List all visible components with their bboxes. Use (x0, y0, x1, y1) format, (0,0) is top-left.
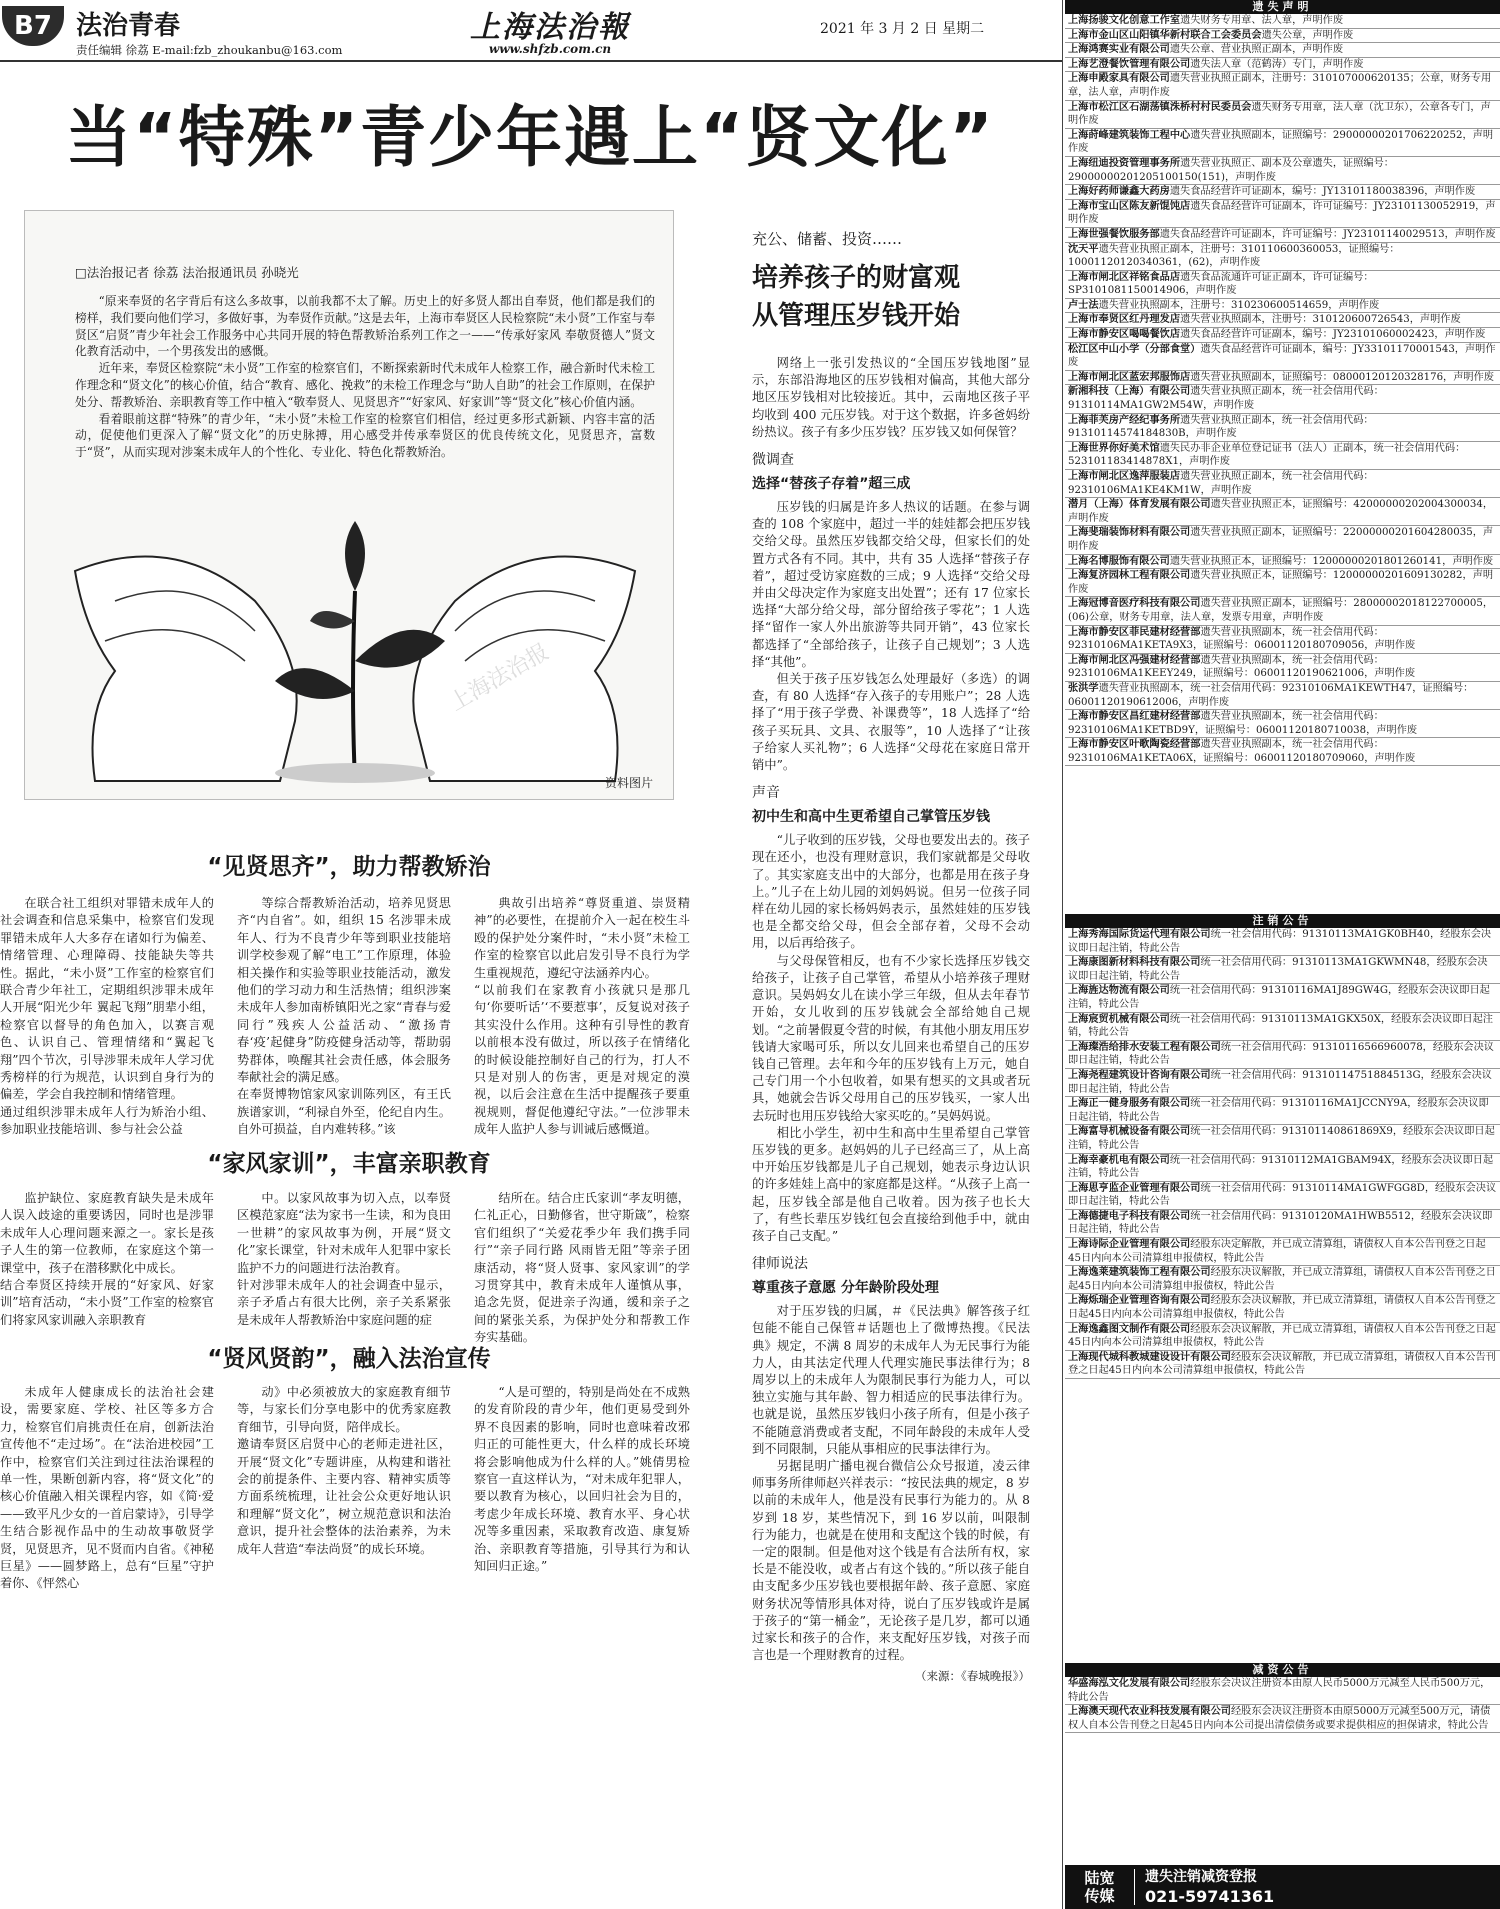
notice-company: 上海莳峰建筑装饰工程中心 (1068, 129, 1191, 141)
notice-item (1065, 1210, 1500, 1238)
notice-item (1065, 328, 1500, 343)
article-column (474, 895, 690, 1140)
notice-company: 潜月（上海）体育发展有限公司 (1068, 499, 1211, 511)
notice-item (1065, 385, 1500, 413)
notice-text: 遗失财务专用章、法人章，声明作废 (1180, 15, 1344, 26)
notice-company: 新湘科技（上海）有限公司 (1068, 386, 1191, 398)
notice-text: 遗失营业执照正本，证照编号：12000000201801260141，声明作废 (1169, 555, 1494, 567)
page-number-badge: B7 (2, 6, 64, 46)
notice-item (1065, 271, 1500, 299)
section-heading: “见贤思齐”，助力帮教矫治 (207, 854, 491, 880)
notice-text: 统一社会信用代码：91310116566960078，经股东会决议即日起注销，特此公告 (1068, 1041, 1494, 1067)
notice-company: 上海逸莱建筑装饰工程有限公司 (1068, 1267, 1211, 1279)
ad-service: 遗失注销减资登报 (1145, 1869, 1257, 1885)
notice-item (1065, 200, 1500, 228)
notice-item (1065, 1097, 1500, 1125)
notice-company: 上海诗际企业管理有限公司 (1068, 1239, 1191, 1251)
notice-company: 卢士法 (1068, 299, 1099, 311)
notice-item (1065, 1013, 1500, 1041)
notice-text: 遗失营业执照正、副本及公章遗失，证照编号：29000000201205100150(151)，声明作废 (1068, 157, 1394, 183)
notice-item (1065, 555, 1500, 570)
notice-item (1065, 1705, 1500, 1733)
notice-company: 上海菲芙房产经纪事务所 (1068, 414, 1181, 426)
notice-item (1065, 1069, 1500, 1097)
article-column (0, 1190, 214, 1327)
notice-item (1065, 157, 1500, 185)
side-paragraph: 压岁钱的归属是许多人热议的话题。在参与调查的 108 个家庭中，超过一半的娃娃都会把压岁钱交给父母。虽然压岁钱都交给父母，但家长们的处置方式各有不同。其中，共有 35 人选择“替孩子存着”，超过受访家庭数的三成；9 人选择“交给父母并由父母决定作为家庭支出处置”；还有 17 位家长选择“大部分给父母，部分留给孩子零花”；1 人选择“留作一家人外出旅游等共同开销”，43 位家长都选择了“全部给孩子，让孩子自己规划”；3 人选择“其他”。 (752, 500, 1030, 669)
notice-company: 上海冠博音医疗科技有限公司 (1068, 598, 1201, 610)
notice-item (1065, 738, 1500, 766)
notice-company: 上海市松江区石湖荡镇洙桥村村民委员会 (1068, 101, 1252, 113)
notice-company: 上海艺澄餐饮管理有限公司 (1068, 58, 1191, 70)
notice-text: 遗失食品经营许可证副本，许可证编号：JY23101140029513，声明作废 (1159, 228, 1496, 240)
column-divider (1062, 0, 1063, 1909)
ad-contact[interactable] (1135, 1868, 1274, 1906)
notice-company: 上海市静安区叶歌陶瓷经营部 (1068, 739, 1201, 751)
notice-item (1065, 371, 1500, 386)
notice-item (1065, 654, 1500, 682)
notice-company: 上海市金山区山阳镇华新村联合工会委员会 (1068, 29, 1262, 41)
notice-text: 遗失财务专用章，法人章（沈卫东），公章各专门，声明作废 (1068, 101, 1491, 127)
notice-text: 遗失食品经营许可证副本，许可证编号：JY23101130052919，声明作废 (1068, 200, 1496, 226)
notice-text: 经股东会决议解散，并已成立清算组，请债权人自本公告刊登之日起45日内向本公司清算组申报债权，特此公告 (1068, 1295, 1496, 1321)
notice-text: 遗失营业执照正副本，注册号：310107000620135；公章，财务专用章，法人章，声明作废 (1068, 73, 1492, 98)
ad-brand (1065, 1869, 1135, 1905)
notice-item (1065, 984, 1500, 1012)
notice-company: 上海复济园林工程有限公司 (1068, 570, 1191, 582)
notice-company: 上海世界你好美术馆 (1068, 442, 1160, 454)
notice-item (1065, 1294, 1500, 1322)
notice-text: 遗失民办非企业单位登记证书（法人）正副本，统一社会信用代码：523101183414878X1，声明作废 (1068, 442, 1466, 468)
notice-company: 上海市静安区菲民建材经营部 (1068, 626, 1201, 638)
section-heading: “贤风贤韵”，融入法治宣传 (207, 1346, 491, 1372)
notice-text: 遗失营业执照正副本，统一社会信用代码：91310114574184830B，声明作废 (1068, 414, 1374, 440)
notice-text: 经股东会决议注册资本由原5000万元减至500万元，请债权人自本公告刊登之日起45日内向本公司提出清偿债务或要求提供相应的担保请求，特此公告 (1068, 1706, 1491, 1731)
ad-phone: 021-59741361 (1145, 1887, 1275, 1906)
notice-text: 遗失营业执照副本，统一社会信用代码：92310106MA1KETA06X，证照编号：06001120180709060，声明作废 (1068, 739, 1416, 764)
notice-list (1065, 928, 1500, 1663)
notice-text: 遗失营业执照副本，注册号：310230600514659，声明作废 (1098, 299, 1380, 311)
notice-company: 沈天平 (1068, 243, 1099, 255)
notice-item (1065, 442, 1500, 470)
notice-company: 上海秀海国际货运代理有限公司 (1068, 929, 1211, 940)
lead-paragraph: 近年来，奉贤区检察院“未小贤”工作室的检察官们，不断探索新时代未成年人检察工作，融合新时代未检工作理念和“贤文化”的核心价值，结合“教育、感化、挽救”的未检工作理念与“助人自助”的社会工作原则，在保护处分、帮教矫治、亲职教育等工作中植入“敬奉贤人、见贤思齐”“好家风、好家训”等“贤文化”核心价值内涵。 (75, 361, 655, 409)
notice-item (1065, 101, 1500, 129)
notice-text: 遗失食品经营许可证副本，编号：JY13101180038396，声明作废 (1169, 186, 1476, 198)
notice-text: 经股东决定解散，并已成立清算组，请债权人自本公告刊登之日起45日内向本公司清算组申报债权，特此公告 (1068, 1239, 1486, 1264)
header-rule (0, 60, 1062, 62)
notice-text: 遗失营业执照正本，证照编号：42000000202004300034，声明作废 (1068, 499, 1494, 524)
article-column (237, 1384, 451, 1904)
side-kicker: 充公、储蓄、投资…… (752, 230, 903, 248)
notice-item (1065, 243, 1500, 271)
notice-text: 遗失食品流通许可证正副本，许可证编号：SP3101081150014906，声明作废 (1068, 271, 1374, 297)
notice-text: 统一社会信用代码：91310113MA1GK0BH40，经股东会决议即日起注销，特此公告 (1068, 929, 1492, 954)
notice-company: 上海市静安区昌红建材经营部 (1068, 711, 1201, 723)
notice-item (1065, 498, 1500, 526)
notice-item (1065, 1154, 1500, 1182)
column-text: “人是可塑的，特别是尚处在不成熟的发育阶段的青少年，他们更易受到外界不良因素的影响，同时也意味着改邪归正的可能性更大，什么样的成长环境将会影响他成为什么样的人。”姚倩男检察官一直这样认为，“对未成年犯罪人，要以教育为核心，以回归社会为目的，考虑少年成长环境、教育水平、身心状况等多重因素，采取教育改造、康复矫治、亲职教育等措施，引导其行为和认知回归正途。” (474, 1385, 690, 1574)
notice-item (1065, 1266, 1500, 1294)
notice-company: 上海正一健身服务有限公司 (1068, 1098, 1191, 1110)
notice-company: 上海旌达物流有限公司 (1068, 985, 1170, 997)
side-paragraph: 另据昆明广播电视台微信公众号报道，凌云律师事务所律师赵兴祥表示：“按民法典的规定，8 岁以前的未成年人，他是没有民事行为能力的。从 8 岁到 18 岁，某些情况下，到 16 岁以前，叫限制行为能力，也就是在使用和支配这个钱的时候，有一定的限制。但是他对这个钱是有合法所有权，家长是不能没收，或者占有这个钱的。”所以孩子能自由支配多少压岁钱也要根据年龄、孩子意愿、家庭财务状况等情形具体对待，说白了压岁钱或许是属于孩子的“第一桶金”，无论孩子是几岁，都可以通过家长和孩子的合作，来支配好压岁钱，对孩子而言也是一个理财教育的过程。 (752, 1458, 1030, 1663)
notice-company: 上海扬骏文化创意工作室 (1068, 15, 1181, 26)
notice-company: 上海市奉贤区红丹理发店 (1068, 314, 1181, 326)
notice-item (1065, 1238, 1500, 1266)
notice-text: 统一社会信用代码：91310113MA1GKX50X，经股东会决议即日起注销，特此公告 (1068, 1013, 1493, 1039)
notice-company: 上海康图新材料科技有限公司 (1068, 957, 1201, 969)
notice-company: 上海璨浩给排水安装工程有限公司 (1068, 1041, 1221, 1053)
notice-item (1065, 710, 1500, 738)
notice-text: 统一社会信用代码：913101140861869X9，经股东会决议即日起注销，特此公告 (1068, 1126, 1495, 1151)
notice-company: 华盛海泓文化发展有限公司 (1068, 1678, 1191, 1689)
notice-company: 上海澳天现代农业科技发展有限公司 (1068, 1706, 1231, 1718)
notice-text: 遗失公章，声明作废 (1261, 29, 1354, 41)
notice-item (1065, 956, 1500, 984)
side-headline: 培养孩子的财富观 (752, 263, 961, 293)
notice-item (1065, 58, 1500, 73)
notice-text: 遗失营业执照正副本，注册号：310110600360053，证照编号：10001120120340361，(62)，声明作废 (1068, 243, 1400, 269)
notice-item (1065, 228, 1500, 243)
notice-company: 上海市宝山区陈友新馄饨店 (1068, 200, 1191, 212)
notice-text: 遗失营业执照副本，统一社会信用代码：92310106MA1KEWTH47，证照编号：06001120190612006，声明作废 (1068, 682, 1474, 708)
subsection-heading: 选择“替孩子存着”超三成 (752, 476, 911, 493)
notice-item (1065, 313, 1500, 328)
side-paragraph: “儿子收到的压岁钱，父母也要发出去的。孩子现在还小，也没有理财意识，我们家就都是父母收了。其实家庭支出中的大部分，也都是用在孩子身上。”儿子在上幼儿园的刘妈妈说。但另一位孩子同样在幼儿园的家长杨妈妈表示，虽然娃娃的压岁钱也是全都交给父母，但会全部存着，父母不会动用，以后再给孩子。 (752, 833, 1030, 951)
notice-item (1065, 14, 1500, 29)
subsection-label: 律师说法 (752, 1256, 808, 1273)
subsection-label: 微调查 (752, 452, 794, 469)
article-column (237, 895, 451, 1140)
side-article (752, 228, 1030, 1908)
plant-hands-illustration (55, 511, 655, 781)
notice-text: 遗失营业执照副本，统一社会信用代码：92310106MA1KEEY249，证照编号：06001120190621006，声明作废 (1068, 654, 1416, 680)
notice-item (1065, 72, 1500, 100)
article-column (237, 1190, 451, 1327)
notice-company: 上海市闸北区祥铭食品店 (1068, 271, 1181, 283)
notice-text: 经股东决议解散，并已成立清算组，请债权人自本公告刊登之日起45日内向本公司清算组申报债权，特此公告 (1068, 1267, 1496, 1292)
notice-company: 上海烁瑞企业管理咨询有限公司 (1068, 1295, 1211, 1307)
column-text: 中。以家风故事为切入点，以奉贤区模范家庭“法为家书一生读，和为良田一世耕”的家风故事为例，开展“贤文化”家长课堂，针对未成年人犯罪中家长监护不力的问题进行法治教育。 针对涉罪未成年人的社会调查中显示，亲子矛盾占有很大比例，亲子关系紧张是未成年人帮教矫治中家庭问题的症 (237, 1191, 451, 1327)
notice-item (1065, 185, 1500, 200)
issue-date: 2021 年 3 月 2 日 星期二 (820, 21, 985, 37)
notice-text: 遗失营业执照正本，证照编号：12000000201609130282，声明作废 (1068, 570, 1494, 595)
notice-company: 上海宸贸机械有限公司 (1068, 1013, 1170, 1025)
article-column (474, 1190, 690, 1345)
subsection-heading: 初中生和高中生更希望自己掌管压岁钱 (752, 809, 990, 826)
notice-text: 统一社会信用代码：91310116MA1JCCNY9A，经股东会决议即日起注销，特此公告 (1068, 1098, 1489, 1123)
side-paragraph: 相比小学生，初中生和高中生里希望自己掌管压岁钱的更多。赵妈妈的儿子已经高三了，从上高中开始压岁钱都是儿子自己规划，她表示身边认识的许多娃娃上高中的家庭都是这样。“从孩子上高一起，压岁钱全部是他自己收着。因为孩子也长大了，有些长辈压岁钱红包会直接给到他手中，就由孩子自己支配。” (752, 1125, 1030, 1243)
notice-text: 遗失营业执照副本，证照编号：29000000201706220252，声明作废 (1068, 129, 1494, 155)
notice-item (1065, 1041, 1500, 1069)
notice-company: 上海市静安区喝喝餐饮店 (1068, 329, 1181, 341)
notice-item (1065, 414, 1500, 442)
section-heading: “家风家训”，丰富亲职教育 (207, 1151, 491, 1177)
notice-item (1065, 928, 1500, 956)
article-column (0, 1384, 214, 1904)
notice-item (1065, 299, 1500, 314)
notice-text: 统一社会信用代码：91310120MA1HWB5512，经股东会决议即日起注销，特此公告 (1068, 1210, 1493, 1236)
notice-text: 统一社会信用代码：91310114MA1GWFGG8D，经股东会决议即日起注销，特此公告 (1068, 1182, 1497, 1208)
byline: □法治报记者 徐荔 法治报通讯员 孙晓光 (75, 265, 299, 280)
notice-item (1065, 1125, 1500, 1153)
notice-item (1065, 682, 1500, 710)
notice-item (1065, 129, 1500, 157)
ad-brand-line: 传媒 (1084, 1887, 1115, 1905)
notice-list (1065, 14, 1500, 914)
notice-company: 上海德捷电子科技有限公司 (1068, 1210, 1191, 1222)
notice-company: 上海思亨监企业管理有限公司 (1068, 1182, 1201, 1194)
notice-text: 统一社会信用代码：91310114751884513G，经股东会决议即日起注销，特此公告 (1068, 1069, 1492, 1095)
notice-text: 遗失食品经营许可证副本，编号：JY23101060002423，声明作废 (1180, 329, 1486, 341)
notice-text: 遗失营业执照正副本，证照编号：28000002018122700005，(06)公章，财务专用章，法人章，发票专用章，声明作废 (1068, 598, 1494, 623)
notice-item (1065, 470, 1500, 498)
newspaper-masthead: 上海法治報 (470, 10, 630, 45)
side-intro: 网络上一张引发热议的“全国压岁钱地图”显示，东部沿海地区的压岁钱相对偏高，其他大部分地区压岁钱相对比较接近。其中，云南地区孩子平均收到 400 元压岁钱。对于这个数据，许多爸妈纷纷热议。孩子有多少压岁钱？压岁钱又如何保管？ (752, 356, 1030, 439)
notice-item (1065, 1323, 1500, 1351)
watermark-text: 上海法治报 (445, 639, 554, 717)
side-paragraph: 对于压岁钱的归属，＃《民法典》解答孩子红包能不能自己保管＃话题也上了微博热搜。《民法典》规定，不满 8 周岁的未成年人为无民事行为能力人，由其法定代理人代理实施民事法律行为；8 周岁以上的未成年人为限制民事行为能力人，可以独立实施与其年龄、智力相适应的民事法律行为。也就是说，虽然压岁钱归小孩子所有，但是小孩子不能随意消费或者支配，不同年龄段的未成年人受到不同限制，只能从事相应的民事法律行为。 (752, 1304, 1030, 1456)
notice-text: 遗失营业执照副本，统一社会信用代码：92310106MA1KETA9X3，证照编号：06001120180709056，声明作废 (1068, 626, 1416, 652)
side-headline: 从管理压岁钱开始 (752, 301, 961, 331)
notice-category-bar: 减资公告 (1065, 1663, 1500, 1677)
editor-line: 责任编辑 徐荔 E-mail:fzb_zhoukanbu@163.com (76, 43, 343, 57)
section-name: 法治青春 (76, 11, 181, 41)
notice-text: 遗失食品经营许可证副本，编号：JY33101170001543，声明作废 (1068, 343, 1496, 369)
lead-paragraph: “原来奉贤的名字背后有这么多故事，以前我都不太了解。历史上的好多贤人都出自奉贤，他们都是我们的榜样，我们要向他们学习，多做好事，为奉贤作贡献。”这是去年，上海市奉贤区人民检察院“未小贤”工作室与奉贤区“启贤”青少年社会工作服务中心共同开展的特色帮教矫治系列工作之一——“传承好家风 奉敬贤德人”贤文化教育活动中，一个男孩发出的感慨。 (75, 294, 655, 359)
notice-company: 上海市闸北区蓝宏邦服饰店 (1068, 371, 1191, 383)
notice-text: 遗失营业执照正副本，证照编号：22000000201604280035，声明作废 (1068, 527, 1494, 552)
source-note: （来源：《春城晚报》） (915, 1669, 1030, 1684)
lead-paragraph: 看着眼前这群“特殊”的青少年，“未小贤”未检工作室的检察官们相信，经过更多形式新颖、内容丰富的活动，促使他们更深入了解“贤文化”的历史脉搏，用心感受并传承奉贤区的优良传统文化，见贤思齐，富数于“贤”，从而实现对涉案未成年人的个性化、专业化、特色化帮教矫治。 (75, 411, 655, 460)
notice-item (1065, 43, 1500, 58)
notice-company: 上海现代城科教城建设设计有限公司 (1068, 1351, 1231, 1363)
notice-company: 张洪学 (1068, 682, 1099, 694)
notice-item (1065, 1182, 1500, 1210)
notice-company: 上海好药师谦鑫大药房 (1068, 186, 1170, 198)
page-header (0, 0, 1062, 62)
notice-category-bar: 注销公告 (1065, 914, 1500, 928)
notice-company: 上海纽迪投资管理事务所 (1068, 157, 1181, 169)
lead-text (75, 293, 655, 461)
notice-item (1065, 343, 1500, 371)
photo-credit: 资料图片 (604, 776, 653, 790)
side-paragraph: 但关于孩子压岁钱怎么处理最好（多选）的调查，有 80 人选择“存入孩子的专用账户”；28 人选择了“用于孩子学费、补课费等”，18 人选择了“给孩子买玩具、文具、衣服等”，10 人选择了“让孩子给家人买礼物”；6 人选择“父母花在家庭日常开销中”。 (752, 672, 1030, 773)
column-text: 等综合帮教矫治活动，培养见贤思齐“内自省”。如，组织 15 名涉罪未成年人、行为不良青少年等到职业技能培训学校参观了解“电工”工作原理，体验相关操作和实验等职业技能活动，激发他们的学习动力和生活热情；组织涉案未成年人参加南桥镇阳光之家“青春与爱同行”残疾人公益活动、“激扬青春‘疫’起健身”防疫健身活动等，帮助弱势群体，唤醒其社会责任感，体会服务奉献社会的满足感。 在奉贤博物馆家风家训陈列区，有王氏族谱家训，“利禄自外至，伦纪自内生。自外可损益，自内难转移。”该 (237, 896, 451, 1137)
notice-company: 上海世强餐饮服务部 (1068, 228, 1160, 240)
notice-company: 上海斐瑞装饰材料有限公司 (1068, 527, 1191, 539)
subsection-heading: 尊重孩子意愿 分年龄阶段处理 (752, 1280, 939, 1297)
notice-item (1065, 1351, 1500, 1379)
classified-notices (1065, 0, 1500, 1909)
ad-footer (1065, 1865, 1500, 1909)
notice-company: 上海市闸北区冯强建材经营部 (1068, 654, 1201, 666)
notice-company: 上海市闸北区逸萍服装店 (1068, 471, 1181, 482)
ad-brand-line: 陆宽 (1084, 1869, 1115, 1887)
notice-item (1065, 569, 1500, 597)
notice-company: 上海富导机械设备有限公司 (1068, 1126, 1191, 1138)
notice-text: 遗失营业执照正副本，统一社会信用代码：91310114MA1GW2M54W，声明作废 (1068, 386, 1384, 412)
notice-text: 遗失营业执照副本，注册号：310120600726543，声明作废 (1180, 314, 1461, 326)
column-text: 在联合社工组织对罪错未成年人的社会调查和信息采集中，检察官们发现罪错未成年人大多存在诸如行为偏差、情绪管理、心理障碍、技能缺失等共性。据此，“未小贤”工作室的检察官们联合青少年社工，定期组织涉罪未成年人开展“阳光少年 翼起飞翔”朋辈小组，检察官以督导的角色加入，以赛言观色、认识自己、管理情绪和“翼起飞翔”四个节次，引导涉罪未成年人学习优秀榜样的行为规范，认识到自身行为的偏差，学会自我控制和情绪管理。 通过组织涉罪未成年人行为矫治小组、参加职业技能培训、参与社会公益 (0, 896, 214, 1137)
notice-text: 统一社会信用代码：91310113MA1GKWMN48，经股东会决议即日起注销，特此公告 (1068, 957, 1488, 982)
article-column (0, 895, 214, 1140)
notice-item (1065, 29, 1500, 44)
notice-category-bar: 遗失声明 (1065, 0, 1500, 14)
notice-text: 统一社会信用代码：91310116MA1J89GW4G，经股东会决议即日起注销，特此公告 (1068, 985, 1490, 1010)
notice-company: 上海幸豪机电有限公司 (1068, 1154, 1170, 1166)
notice-item (1065, 1677, 1500, 1705)
notice-company: 上海名博服饰有限公司 (1068, 555, 1170, 567)
notice-text: 遗失法人章（范鹤涛）专门，声明作废 (1190, 58, 1364, 70)
notice-item (1065, 626, 1500, 654)
notice-company: 上海尧程建筑设计咨询有限公司 (1068, 1069, 1211, 1081)
main-headline: 当“特殊”青少年遇上“贤文化” (65, 99, 995, 176)
notice-item (1065, 526, 1500, 554)
notice-text: 统一社会信用代码：91310112MA1GBAM94X，经股东会决议即日起注销，特此公告 (1068, 1154, 1494, 1180)
notice-text: 经股东会决议解散，并已成立清算组，请债权人自本公告刊登之日起45日内向本公司清算组申报债权，特此公告 (1068, 1323, 1496, 1349)
notice-text: 遗失公章、营业执照正副本，声明作废 (1169, 44, 1344, 56)
column-text: 动》中必须被放大的家庭教育细节等，与家长们分享电影中的优秀家庭教育细节，引导向贤，陪伴成长。 邀请奉贤区启贤中心的老师走进社区，开展“贤文化”专题讲座，从构建和谐社会的前提条件、主要内容、精神实质等方面系统梳理，让社会公众更好地认识和理解“贤文化”，树立规范意识和法治意识，提升社会整体的法治素养，为未成年人营造“奉法尚贤”的成长环境。 (237, 1385, 451, 1556)
notice-text: 经股东会决议注册资本由原人民币5000万元减至人民币500万元，特此公告 (1068, 1678, 1491, 1703)
notice-company: 上海鸿赛实业有限公司 (1068, 44, 1170, 56)
column-text: 监护缺位、家庭教育缺失是未成年人误入歧途的重要诱因，同时也是涉罪未成年人心理问题来源之一。家长是孩子人生的第一位教师，在家庭这个第一课堂中，孩子在潜移默化中成长。 结合奉贤区持续开展的“好家风、好家训”培育活动，“未小贤”工作室的检察官们将家风家训融入亲职教育 (0, 1191, 214, 1327)
notice-company: 上海申殿家具有限公司 (1068, 73, 1170, 85)
column-text: 结所在。结合庄氏家训“孝友明德，仁礼正心，日勤修省，世守斯箴”，检察官们组织了“关爱花季少年 我们携手同行”“亲子同行路 风雨皆无阻”等亲子团康活动，将“贤人贤事、家风家训”的学习贯穿其中，教育未成年人谨慎从事，追念先贤，促进亲子沟通，缓和亲子之间的紧张关系，为保护处分和帮教工作夯实基础。 (474, 1191, 690, 1345)
subsection-label: 声音 (752, 785, 780, 802)
column-text: 未成年人健康成长的法治社会建设，需要家庭、学校、社区等多方合力，检察官们肩挑责任在肩，创新法治宣传他不“走过场”。在“法治进校园”工作中，检察官们关注到过往法治课程的单一性，果断创新内容，将“贤文化”的核心价值融入相关课程内容，如《简·爱——致平凡少女的一首启蒙诗》，引导学生结合影视作品中的生动故事敬贤学贤，见贤思齐，见不贤而内自省。《神秘巨星》——圆梦路上，总有“巨星”守护着你、《怦然心 (0, 1385, 214, 1591)
article-column (474, 1384, 690, 1904)
side-paragraph: 与父母保管相反，也有不少家长选择压岁钱交给孩子，让孩子自己掌管，希望从小培养孩子理财意识。吴妈妈女儿在读小学三年级，但从去年春节开始，女儿收到的压岁钱就会全部给她自己规划。“之前暑假夏令营的时候，有其他小朋友用压岁钱请大家喝可乐，所以女儿回来也希望自己的压岁钱自己管理。去年和今年的压岁钱有上万元，她自己专门用一个小包收着，如果有想买的文具或者玩具，她就会告诉父母用自己的压岁钱买，一家人出去玩时也用压岁钱给大家买吃的。”吴妈妈说。 (752, 953, 1030, 1123)
column-text: 典故引出培养“尊贤重道、崇贤精神”的必要性，在提前介入一起在校生斗殴的保护处分案件时，“未小贤”未检工作室的检察官以此启发引导不良行为学生重视规范，遵纪守法涵养内心。 “以前我们在家教育小孩就只是那几句‘你要听话’‘不要惹事’，反复说对孩子其实没什么作用。这种有引导性的教育以前根本没有做过，所以孩子在情绪化的时候设能控制好自己的行为，打人不只是对别人的伤害，更是对规定的漠视，以后会注意在生活中提醒孩子要重视规则，督促他遵纪守法。”一位涉罪未成年人监护人参与训诫后感慨道。 (474, 896, 690, 1137)
notice-item (1065, 597, 1500, 625)
notice-company: 上海逸鑫图文制作有限公司 (1068, 1323, 1191, 1335)
notice-text: 经股东会决议解散，并已成立清算组，请债权人自本公告刊登之日起45日内向本公司清算组申报债权，特此公告 (1068, 1351, 1496, 1377)
notice-company: 松江区中山小学（分部食堂） (1068, 343, 1201, 355)
lead-box (24, 210, 674, 800)
notice-list (1065, 1677, 1500, 1847)
notice-text: 遗失营业执照正副本，统一社会信用代码：92310106MA1KE4KM1W，声明作废 (1068, 471, 1374, 496)
website-url[interactable]: www.shfzb.com.cn (488, 42, 612, 56)
notice-text: 遗失营业执照副本，证照编号：08000120120328176，声明作废 (1190, 371, 1494, 383)
notice-text: 遗失营业执照副本，统一社会信用代码：92310106MA1KETBD9Y，证照编号：06001120180710038，声明作废 (1068, 711, 1418, 736)
